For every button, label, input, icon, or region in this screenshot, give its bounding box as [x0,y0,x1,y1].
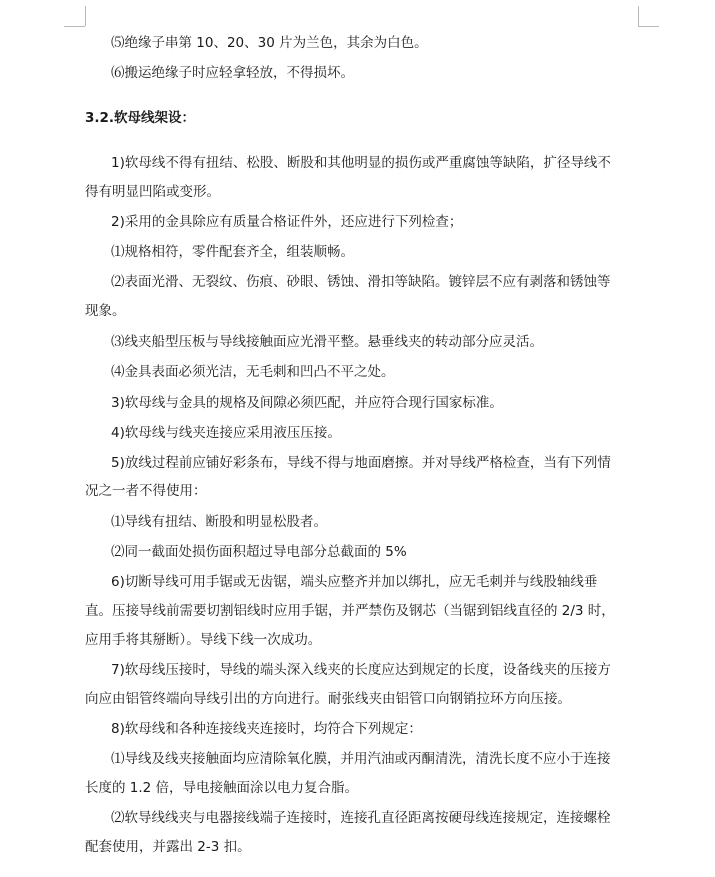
paragraph-line: 长度的 1.2 倍，导电接触面涂以电力复合脂。 [85,780,359,796]
paragraph-line: 应用手将其掰断）。导线下线一次成功。 [85,632,322,648]
paragraph-line: 配套使用，并露出 2-3 扣。 [85,839,251,855]
paragraph-line: 得有明显凹陷或变形。 [85,184,220,200]
paragraph-line: 现象。 [85,303,126,319]
paragraph-line: 8)软母线和各种连接线夹连接时，均符合下列规定： [111,721,422,737]
paragraph-line: 况之一者不得使用： [85,483,207,499]
paragraph-line: 6)切断导线可用手锯或无齿锯，端头应整齐并加以绑扎，应无毛刺并与线股轴线垂 [111,574,598,590]
paragraph-line: ⑵同一截面处损伤面积超过导电部分总截面的 5% [111,544,407,560]
paragraph-line: 4)软母线与线夹连接应采用液压压接。 [111,425,341,441]
paragraph-line: 5)放线过程前应铺好彩条布，导线不得与地面磨擦。并对导线严格检查，当有下列情 [111,455,611,471]
crop-mark-top-right-h [638,26,659,27]
paragraph-line: ⑷金具表面必须光洁，无毛刺和凹凸不平之处。 [111,364,395,380]
paragraph-line: 向应由铝管终端向导线引出的方向进行。耐张线夹由铝管口向钢销拉环方向压接。 [85,691,571,707]
paragraph-line: ⑵表面光滑、无裂纹、伤痕、砂眼、锈蚀、滑扣等缺陷。镀锌层不应有剥落和锈蚀等 [111,274,611,290]
paragraph-line: ⑴规格相符，零件配套齐全，组装顺畅。 [111,244,354,260]
paragraph-line: ⑶线夹船型压板与导线接触面应光滑平整。悬垂线夹的转动部分应灵活。 [111,334,543,350]
paragraph-line: 1)软母线不得有扭结、松股、断股和其他明显的损伤或严重腐蚀等缺陷，扩径导线不 [111,155,611,171]
paragraph-line: ⑴导线有扭结、断股和明显松股者。 [111,514,327,530]
paragraph-line: ⑹搬运绝缘子时应轻拿轻放，不得损坏。 [111,65,354,81]
crop-mark-top-right [638,6,639,26]
crop-mark-top-left [85,6,86,26]
section-heading: 3.2.软母线架设： [85,110,196,126]
paragraph-line: ⑸绝缘子串第 10、20、30 片为兰色，其余为白色。 [111,35,428,51]
paragraph-line: 7)软母线压接时，导线的端头深入线夹的长度应达到规定的长度，设备线夹的压接方 [111,662,611,678]
paragraph-line: ⑴导线及线夹接触面均应清除氧化膜，并用汽油或丙酮清洗，清洗长度不应小于连接 [111,751,611,767]
paragraph-line: 直。压接导线前需要切割铝线时应用手锯，并严禁伤及钢芯（当锯到铝线直径的 2/3 时， [85,603,615,619]
crop-mark-top-left-h [64,26,85,27]
paragraph-line: 2)采用的金具除应有质量合格证件外，还应进行下列检查； [111,214,463,230]
paragraph-line: ⑵软导线线夹与电器接线端子连接时，连接孔直径距离按硬母线连接规定，连接螺栓 [111,810,611,826]
paragraph-line: 3)软母线与金具的规格及间隙必须匹配，并应符合现行国家标准。 [111,395,503,411]
